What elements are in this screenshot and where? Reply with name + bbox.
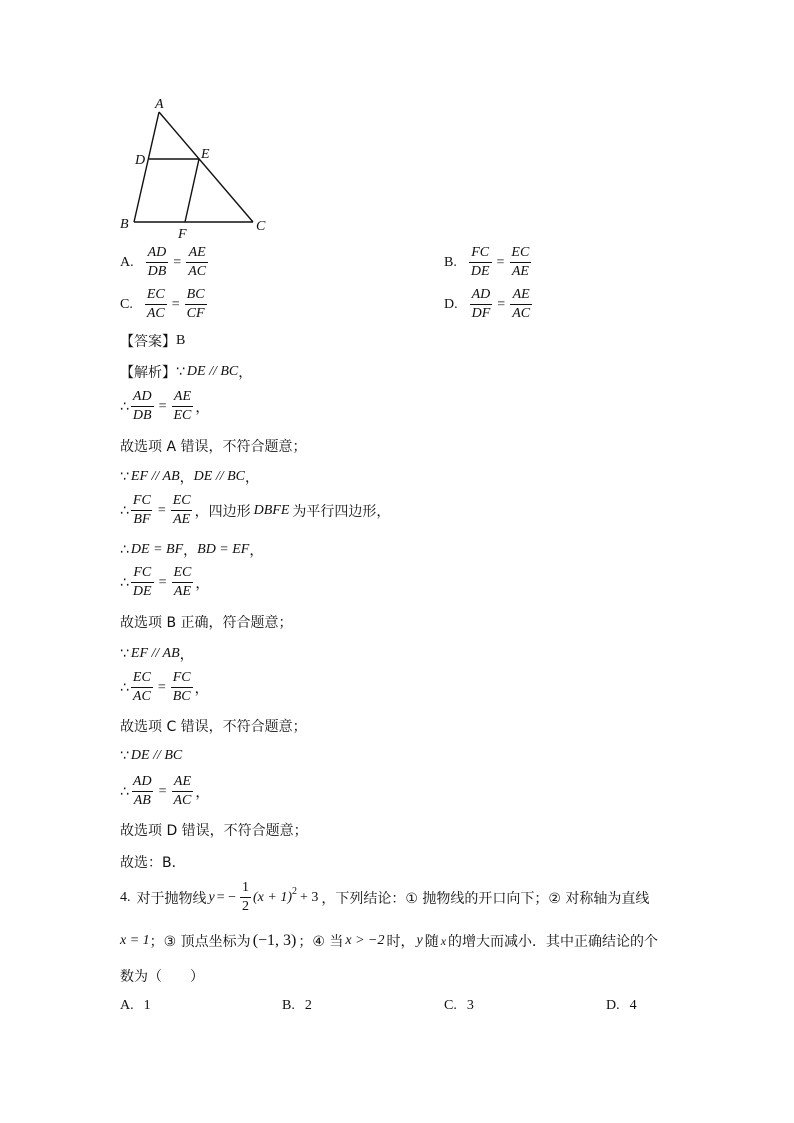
numerator: BC bbox=[186, 287, 205, 302]
q4-choice-b bbox=[282, 998, 312, 1014]
fraction bbox=[145, 286, 167, 323]
comma: ， bbox=[195, 399, 210, 416]
denominator: AC bbox=[512, 306, 531, 321]
fraction bbox=[469, 244, 492, 281]
condition: x > −2 bbox=[345, 933, 385, 948]
therefore-symbol: ∴ bbox=[120, 542, 129, 558]
triangle-figure bbox=[110, 92, 290, 242]
point-c-label: C bbox=[256, 219, 266, 234]
operator: = − bbox=[216, 889, 237, 905]
numerator: AD bbox=[147, 245, 167, 260]
comma: ， bbox=[195, 575, 210, 592]
numerator: EC bbox=[172, 493, 191, 508]
text: ，下列结论：① 抛物线的开口向下；② 对称轴为直线 bbox=[321, 890, 650, 907]
q4-line-2 bbox=[120, 931, 658, 951]
numerator: AE bbox=[173, 774, 191, 789]
choice-label: D. bbox=[606, 998, 620, 1013]
fraction bbox=[172, 388, 194, 425]
because-symbol: ∵ bbox=[120, 748, 129, 764]
quad-name: DBFE bbox=[253, 502, 290, 518]
point-f-label: F bbox=[178, 227, 187, 242]
denominator: DB bbox=[132, 408, 152, 423]
point-d-label: D bbox=[135, 153, 146, 168]
fraction bbox=[185, 286, 207, 323]
comma: ， bbox=[183, 543, 198, 559]
numerator: FC bbox=[471, 245, 490, 260]
numerator: AD bbox=[471, 287, 491, 302]
statement: DE // BC bbox=[193, 469, 245, 484]
text: ，四边形 bbox=[194, 503, 251, 520]
denominator: DE bbox=[132, 584, 152, 599]
text: 随 bbox=[424, 934, 439, 950]
fraction bbox=[509, 244, 531, 281]
analysis-line-8: 故选项 B 正确，符合题意； bbox=[120, 615, 293, 631]
choice-label: B. bbox=[282, 998, 295, 1013]
analysis-line-1 bbox=[120, 362, 252, 382]
denominator: AC bbox=[173, 793, 192, 808]
analysis-line-4 bbox=[120, 467, 259, 487]
fraction bbox=[131, 388, 154, 425]
analysis-line-5: ∴ $\frac{FC}{BF}$ = $\frac{EC}{AE}$ ，四边形 DBFE 为平行四边形， bbox=[120, 493, 391, 527]
numerator: AE bbox=[188, 245, 206, 260]
fraction bbox=[240, 879, 251, 916]
because-symbol: ∵ bbox=[176, 364, 185, 380]
therefore-symbol: ∴ bbox=[120, 574, 129, 591]
text: 的增大而减小．其中正确结论的个 bbox=[448, 934, 659, 950]
choice-label: A. bbox=[120, 998, 134, 1013]
comma: ， bbox=[238, 365, 253, 381]
var-x: x bbox=[440, 933, 447, 948]
statement: x = 1 bbox=[120, 933, 150, 948]
comma: ， bbox=[245, 470, 259, 486]
numerator: AE bbox=[512, 287, 530, 302]
numerator: EC bbox=[132, 670, 151, 685]
expression: (x + 1) bbox=[253, 889, 293, 905]
var-y: y bbox=[208, 889, 215, 905]
segment-ac bbox=[159, 112, 253, 222]
option-d: D. $\frac{AD}{DF}$ = $\frac{AE}{AC}$ bbox=[444, 287, 531, 321]
choice-value: 2 bbox=[304, 998, 312, 1013]
question-number: 4. bbox=[120, 889, 131, 905]
q4-choice-d bbox=[606, 998, 637, 1014]
denominator: BF bbox=[133, 512, 151, 527]
denominator: BC bbox=[172, 689, 191, 704]
choice-label: C. bbox=[444, 998, 457, 1013]
fraction bbox=[186, 244, 208, 281]
vertex: (−1, 3) bbox=[252, 932, 297, 949]
analysis-line-9 bbox=[120, 644, 194, 664]
therefore-symbol: ∴ bbox=[120, 398, 129, 415]
numerator: AE bbox=[173, 389, 191, 404]
point-b-label: B bbox=[120, 217, 129, 232]
comma: ， bbox=[179, 647, 194, 663]
comma: ， bbox=[195, 784, 210, 801]
numerator: FC bbox=[172, 670, 191, 685]
answer-tag: 【答案】 bbox=[120, 334, 176, 350]
denominator: AC bbox=[132, 689, 151, 704]
analysis-line-10: ∴ $\frac{EC}{AC}$ = $\frac{FC}{BC}$ ， bbox=[120, 670, 209, 704]
statement: DE = BF bbox=[130, 542, 184, 557]
fraction bbox=[146, 244, 169, 281]
text: 对于抛物线 bbox=[136, 890, 207, 907]
analysis-line-15: 故选：B． bbox=[120, 855, 186, 871]
numerator: AD bbox=[132, 389, 152, 404]
therefore-symbol: ∴ bbox=[120, 679, 129, 696]
text: ；③ 顶点坐标为 bbox=[149, 934, 251, 950]
choice-value: 3 bbox=[466, 998, 474, 1013]
denominator: EC bbox=[173, 408, 192, 423]
numerator: AD bbox=[132, 774, 152, 789]
numerator: EC bbox=[511, 245, 530, 260]
fraction bbox=[172, 773, 194, 810]
point-e-label: E bbox=[201, 147, 210, 162]
denominator: 2 bbox=[242, 899, 250, 914]
analysis-line-13: ∴ $\frac{AD}{AB}$ = $\frac{AE}{AC}$ ， bbox=[120, 774, 210, 808]
answer-line bbox=[120, 331, 185, 351]
denominator: AC bbox=[188, 264, 207, 279]
fraction bbox=[510, 286, 532, 323]
numerator: FC bbox=[133, 565, 152, 580]
numerator: EC bbox=[146, 287, 165, 302]
fraction bbox=[171, 669, 193, 706]
numerator: 1 bbox=[242, 880, 250, 895]
segment-ef bbox=[185, 159, 199, 222]
q4-line-3: 数为（ ） bbox=[120, 969, 204, 985]
option-c-label: C. bbox=[120, 296, 133, 312]
denominator: DE bbox=[470, 264, 490, 279]
analysis-line-14: 故选项 D 错误，不符合题意； bbox=[120, 823, 308, 839]
option-b-label: B. bbox=[444, 254, 457, 270]
option-a: A. $\frac{AD}{DB}$ = $\frac{AE}{AC}$ bbox=[120, 245, 207, 279]
fraction bbox=[172, 564, 194, 601]
statement: EF // AB bbox=[130, 469, 180, 484]
q4-choice-c bbox=[444, 998, 474, 1014]
var-y: y bbox=[416, 933, 423, 948]
denominator: DB bbox=[147, 264, 167, 279]
therefore-symbol: ∴ bbox=[120, 502, 129, 519]
operator: + 3 bbox=[300, 889, 319, 905]
analysis-line-3: 故选项 A 错误，不符合题意； bbox=[120, 439, 307, 455]
therefore-symbol: ∴ bbox=[120, 783, 129, 800]
denominator: AE bbox=[173, 584, 191, 599]
comma: ， bbox=[249, 543, 264, 559]
denominator: DF bbox=[471, 306, 491, 321]
option-a-label: A. bbox=[120, 254, 134, 270]
text: 时， bbox=[386, 934, 415, 950]
fraction bbox=[171, 492, 193, 529]
statement: DE // BC bbox=[186, 364, 239, 379]
exponent: 2 bbox=[292, 886, 298, 897]
comma: ， bbox=[194, 680, 209, 697]
denominator: CF bbox=[186, 306, 205, 321]
numerator: FC bbox=[132, 493, 151, 508]
choice-value: 4 bbox=[629, 998, 637, 1013]
analysis-line-2: ∴ $\frac{AD}{DB}$ = $\frac{AE}{EC}$ ， bbox=[120, 389, 210, 423]
fraction bbox=[131, 492, 153, 529]
denominator: AB bbox=[133, 793, 151, 808]
statement: BD = EF bbox=[197, 542, 250, 557]
text: ；④ 当 bbox=[298, 934, 344, 950]
option-c: C. $\frac{EC}{AC}$ = $\frac{BC}{CF}$ bbox=[120, 287, 205, 321]
analysis-line-12 bbox=[120, 748, 182, 764]
option-b: B. $\frac{FC}{DE}$ = $\frac{EC}{AE}$ bbox=[444, 245, 530, 279]
q4-line-1 bbox=[120, 879, 649, 916]
fraction bbox=[470, 286, 493, 323]
denominator: AC bbox=[146, 306, 165, 321]
comma: ， bbox=[179, 470, 194, 486]
fraction bbox=[131, 773, 154, 810]
text: 为平行四边形， bbox=[292, 503, 391, 520]
option-d-label: D. bbox=[444, 296, 458, 312]
point-a-label: A bbox=[155, 97, 164, 112]
fraction bbox=[131, 564, 154, 601]
fraction bbox=[131, 669, 153, 706]
denominator: AE bbox=[173, 512, 191, 527]
analysis-line-7: ∴ $\frac{FC}{DE}$ = $\frac{EC}{AE}$ ， bbox=[120, 565, 210, 599]
choice-value: 1 bbox=[143, 998, 151, 1013]
answer-value: B bbox=[176, 333, 186, 348]
analysis-line-6 bbox=[120, 540, 263, 560]
q4-choice-a bbox=[120, 998, 151, 1014]
because-symbol: ∵ bbox=[120, 646, 129, 662]
because-symbol: ∵ bbox=[120, 469, 129, 485]
analysis-tag: 【解析】 bbox=[120, 365, 176, 381]
statement: EF // AB bbox=[130, 646, 180, 661]
analysis-line-11: 故选项 C 错误，不符合题意； bbox=[120, 719, 307, 735]
statement: DE // BC bbox=[130, 748, 183, 763]
numerator: EC bbox=[173, 565, 192, 580]
denominator: AE bbox=[511, 264, 529, 279]
